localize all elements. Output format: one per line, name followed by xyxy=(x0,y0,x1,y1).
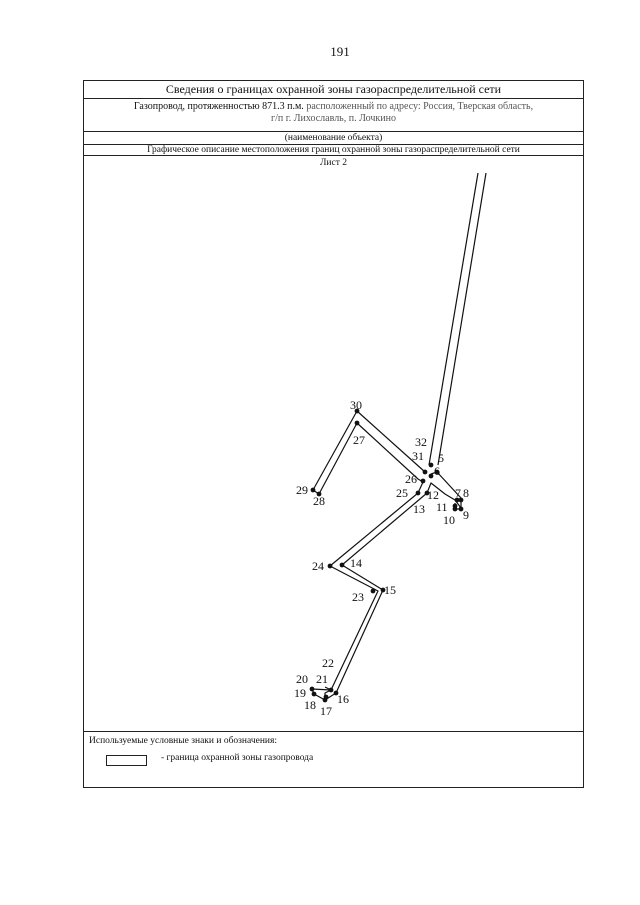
graphic-description-heading: Графическое описание местоположения границ охранной зоны газораспределительной сети xyxy=(84,145,583,156)
point-label: 9 xyxy=(463,508,469,522)
point-23 xyxy=(371,589,376,594)
point-25 xyxy=(416,491,421,496)
boundary-lines xyxy=(312,173,486,700)
document-title: Сведения о границах охранной зоны газораспределительной сети xyxy=(84,81,583,99)
point-label: 23 xyxy=(352,590,364,604)
point-label: 13 xyxy=(413,502,425,516)
point-label: 30 xyxy=(350,398,362,412)
point-27 xyxy=(355,421,360,426)
point-label: 10 xyxy=(443,513,455,527)
object-line-2: г/п г. Лихославль, п. Лочкино xyxy=(271,113,396,124)
boundary-line-north-outer xyxy=(429,173,478,465)
point-label: 26 xyxy=(405,472,417,486)
point-31 xyxy=(423,470,428,475)
point-29 xyxy=(311,488,316,493)
boundary-line-north-inner xyxy=(438,173,486,465)
point-label: 25 xyxy=(396,486,408,500)
object-address-text: расположенный по адресу: Россия, Тверская область, xyxy=(306,101,534,112)
point-label: 32 xyxy=(415,435,427,449)
point-label: 17 xyxy=(320,704,332,718)
point-label: 19 xyxy=(294,686,306,700)
point-label: 7 xyxy=(455,486,461,500)
point-label: 6 xyxy=(434,464,440,478)
point-21 xyxy=(329,688,334,693)
legend-item-text: - граница охранной зоны газопровода xyxy=(161,753,314,763)
point-label: 12 xyxy=(427,488,439,502)
point-label: 11 xyxy=(436,500,448,514)
point-20 xyxy=(310,687,315,692)
object-main-text: Газопровод, протяженностью 871.3 п.м. xyxy=(133,101,304,112)
point-32 xyxy=(429,463,434,468)
point-label: 27 xyxy=(353,433,365,447)
point-label: 20 xyxy=(296,672,308,686)
point-6 xyxy=(429,474,434,479)
legend-title: Используемые условные знаки и обозначения: xyxy=(89,736,278,746)
point-label: 21 xyxy=(316,672,328,686)
point-19 xyxy=(312,692,317,697)
point-26 xyxy=(421,479,426,484)
point-label: 22 xyxy=(322,656,334,670)
point-label: 24 xyxy=(312,559,324,573)
sheet-label: Лист 2 xyxy=(319,158,348,168)
point-17 xyxy=(324,695,329,700)
point-label: 14 xyxy=(350,556,362,570)
point-label: 28 xyxy=(313,494,325,508)
page-number: 191 xyxy=(330,44,350,59)
point-label: 5 xyxy=(438,451,444,465)
point-label: 29 xyxy=(296,483,308,497)
point-label: 15 xyxy=(384,583,396,597)
point-label: 31 xyxy=(412,449,424,463)
point-24 xyxy=(328,564,333,569)
object-name-caption: (наименование объекта) xyxy=(84,132,583,145)
point-label: 8 xyxy=(463,486,469,500)
point-14 xyxy=(340,563,345,568)
point-label: 18 xyxy=(304,698,316,712)
point-10 xyxy=(453,507,458,512)
point-label: 16 xyxy=(337,692,349,706)
